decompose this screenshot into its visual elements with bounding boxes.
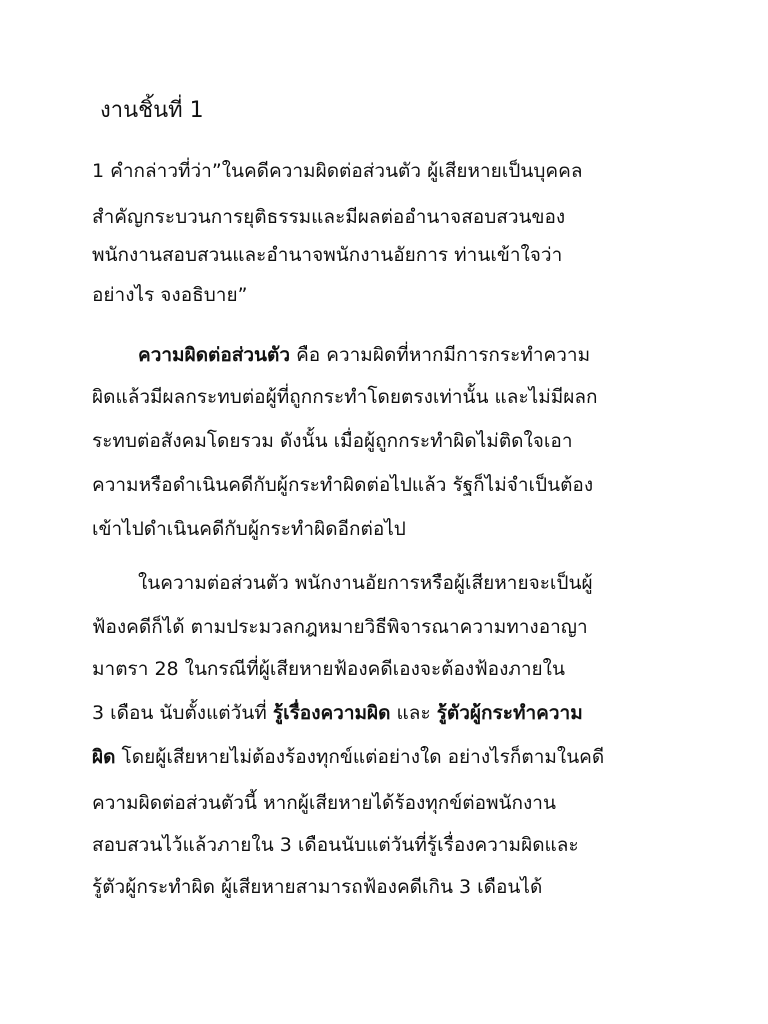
- paragraph2-line: ในความต่อส่วนตัว พนักงานอัยการหรือผู้เสียหายจะเป็นผู้: [138, 572, 593, 594]
- emphasis-know-offender: รู้ตัวผู้กระทำความ: [436, 702, 583, 724]
- term-private-offense: ความผิดต่อส่วนตัว: [138, 344, 291, 366]
- paragraph1-line: เข้าไปดำเนินคดีกับผู้กระทำผิดอีกต่อไป: [92, 518, 406, 540]
- assignment-heading: งานชิ้นที่ 1: [100, 98, 204, 123]
- text-run: โดยผู้เสียหายไม่ต้องร้องทุกข์แต่อย่างใด อย่างไรก็ตามในคดี: [115, 746, 605, 768]
- paragraph2-line: [92, 700, 583, 726]
- question-line: พนักงานสอบสวนและอำนาจพนักงานอัยการ ท่านเข้าใจว่า: [92, 244, 563, 266]
- definition-text: คือ ความผิดที่หากมีการกระทำความ: [290, 344, 591, 366]
- paragraph2-line: ความผิดต่อส่วนตัวนี้ หากผู้เสียหายได้ร้องทุกข์ต่อพนักงาน: [92, 792, 556, 814]
- paragraph2-line: [92, 744, 604, 770]
- paragraph2-line: สอบสวนไว้แล้วภายใน 3 เดือนนับแต่วันที่รู้เรื่องความผิดและ: [92, 834, 579, 856]
- paragraph1-first-line: [138, 342, 590, 368]
- question-line: สำคัญกระบวนการยุติธรรมและมีผลต่ออำนาจสอบสวนของ: [92, 206, 566, 228]
- paragraph2-line: รู้ตัวผู้กระทำผิด ผู้เสียหายสามารถฟ้องคดีเกิน 3 เดือนได้: [92, 876, 543, 898]
- emphasis-offense-end: ผิด: [92, 746, 116, 768]
- emphasis-know-offense: รู้เรื่องความผิด: [272, 702, 391, 724]
- question-line: อย่างไร จงอธิบาย”: [92, 284, 248, 306]
- question-line: 1 คำกล่าวที่ว่า”ในคดีความผิดต่อส่วนตัว ผู้เสียหายเป็นบุคคล: [92, 160, 583, 182]
- paragraph1-line: ความหรือดำเนินคดีกับผู้กระทำผิดต่อไปแล้ว รัฐก็ไม่จำเป็นต้อง: [92, 474, 594, 496]
- text-run: 3 เดือน นับตั้งแต่วันที่: [92, 702, 273, 724]
- paragraph1-line: ผิดแล้วมีผลกระทบต่อผู้ที่ถูกกระทำโดยตรงเท่านั้น และไม่มีผลก: [92, 386, 598, 408]
- paragraph2-line: ฟ้องคดีก็ได้ ตามประมวลกฎหมายวิธีพิจารณาความทางอาญา: [92, 616, 588, 638]
- paragraph1-line: ระทบต่อสังคมโดยรวม ดังนั้น เมื่อผู้ถูกกระทำผิดไม่ติดใจเอา: [92, 430, 573, 452]
- paragraph2-line: มาตรา 28 ในกรณีที่ผู้เสียหายฟ้องคดีเองจะต้องฟ้องภายใน: [92, 658, 565, 680]
- text-run: และ: [390, 702, 437, 724]
